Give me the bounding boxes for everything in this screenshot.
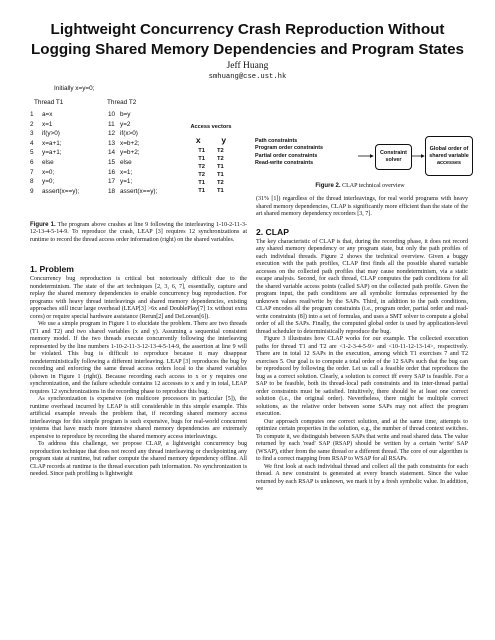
figure-2-diagram bbox=[255, 132, 469, 182]
code-statement: y=2 bbox=[120, 120, 131, 128]
section-1-heading: 1. Problem bbox=[30, 264, 74, 274]
access-y-thread: T2 bbox=[217, 180, 224, 187]
line-number: 3 bbox=[30, 130, 34, 138]
access-y-thread: T2 bbox=[217, 148, 224, 154]
code-statement: assert(x==y); bbox=[120, 187, 158, 195]
right-intro-paragraph: (31% [1]) regardless of the thread interleavings, for real world programs with heavy shared memory dependencies, CLAP is significantly more efficient than the state of the art shared memory dependency recorders [3, 7]. bbox=[256, 196, 468, 217]
code-statement: y=b+2; bbox=[120, 149, 140, 157]
section-2-paragraph: We first look at each individual thread and collect all the path constraints for each thread. A new constraint is generated at every branch statement. Since the value returned by each RSAP is unknown, we mark it by a fresh symbolic value. In addition, we bbox=[256, 463, 468, 492]
access-y-thread: T1 bbox=[217, 172, 224, 179]
code-statement: x=1; bbox=[120, 168, 133, 176]
code-line bbox=[108, 111, 130, 118]
code-line bbox=[30, 169, 54, 176]
read-write-constraints-label: Read-write constraints bbox=[255, 159, 314, 166]
figure-1-caption-text: The program above crashes at line 9 following the interleaving 1-10-2-11-3-12-13-4-5-14-9. To reproduce the crash, LEAP [3] requires 12 synchronizations at runtime to record the thread access order information (right) on the shared variables. bbox=[30, 222, 248, 243]
line-number: 10 bbox=[108, 111, 116, 118]
code-line bbox=[30, 121, 52, 128]
access-row bbox=[185, 155, 237, 163]
title-line-2: Logging Shared Memory Dependencies and Program States bbox=[31, 41, 464, 58]
code-statement: if(y>0) bbox=[42, 130, 60, 138]
access-y-header: y bbox=[221, 135, 227, 145]
code-line bbox=[30, 159, 54, 166]
global-order-box: Global order of shared variable accesses bbox=[425, 136, 473, 176]
code-statement: x=b+2; bbox=[120, 139, 140, 147]
access-x-thread: T2 bbox=[198, 164, 205, 171]
line-number: 16 bbox=[108, 168, 116, 176]
line-number: 7 bbox=[30, 168, 34, 176]
code-line bbox=[108, 149, 140, 156]
code-statement: y=0; bbox=[42, 178, 55, 186]
constraint-solver-box: Constraint solver bbox=[375, 144, 412, 170]
line-number: 14 bbox=[108, 149, 116, 157]
partial-order-constraints-label: Partial order constraints bbox=[255, 152, 318, 159]
access-row bbox=[185, 163, 237, 171]
section-1-paragraph: As synchronization is expensive (on multicore processors in particular [5]), the runtime overhead incurred by LEAP is still considerable in this simple example. This artificial example reveals the problem that, if recording shared memory access interleavings for this simple program is such expensive, bugs for real-world concurrent systems that have much more intensive shared memory dependencies are extremely expensive to reproduce by recording the shared memory access interleavings. bbox=[30, 396, 247, 440]
access-y-thread: T2 bbox=[217, 156, 224, 163]
code-statement: y=1; bbox=[120, 178, 133, 186]
title-line-1: Lightweight Concurrency Crash Reproduction Without bbox=[50, 21, 445, 38]
code-statement: x=0; bbox=[42, 168, 55, 176]
line-number: 12 bbox=[108, 130, 116, 138]
code-statement: if(x>0) bbox=[120, 130, 138, 138]
line-number: 1 bbox=[30, 111, 34, 118]
paper-title bbox=[30, 20, 465, 60]
line-number: 13 bbox=[108, 139, 116, 147]
access-row bbox=[185, 171, 237, 179]
access-vectors-label: Access vectors bbox=[190, 124, 232, 130]
path-constraints-label: Path constraints bbox=[255, 138, 298, 144]
line-number: 4 bbox=[30, 139, 34, 147]
program-order-constraints-label: Program order constraints bbox=[255, 145, 323, 152]
code-line bbox=[30, 130, 60, 137]
author-name: Jeff Huang bbox=[226, 61, 269, 71]
right-column bbox=[256, 196, 468, 494]
code-line bbox=[30, 111, 52, 118]
section-2-paragraph: Figure 3 illustrates how CLAP works for our example. The collected execution paths for thread T1 and T2 are <1-2-3-4-5-9> and <10-11-12-13-14>, respectively. There are in total 12 SAPs in the execution, among which T1 exercises 7 and T2 exercises 5. Our goal is to compute a total order of the 12 SAPs such that the bug can be reproduced by following the order. Let us call a feasible order that reproduces the bug as a correct solution. Clearly, a solution is correct iff every SAP is feasible. For a SAP to be feasible, both its thread-local path constraints and its inter-thread partial order constraints must be satisfied. Intuitively, there should be at least one correct solution (i.e., the original order). Nevertheless, there might be multiple correct solutions, as the relative order between some SAPs may not affect the program execution. bbox=[256, 336, 468, 417]
code-line bbox=[108, 159, 132, 166]
code-statement: x=1 bbox=[42, 120, 53, 128]
line-number: 17 bbox=[108, 178, 116, 186]
access-x-header: x bbox=[195, 135, 201, 145]
line-number: 8 bbox=[30, 178, 34, 186]
line-number: 15 bbox=[108, 159, 116, 166]
code-statement: x=a+1; bbox=[42, 139, 62, 147]
left-column bbox=[30, 260, 247, 479]
section-2-paragraph: The key characteristic of CLAP is that, during the recording phase, it does not record any shared memory dependency or any program state, but only the path profiles of each individual threads. Figure 2 shows the technical overview. Given a buggy execution with the path profiles, CLAP first finds all the possible shared variable accesses on the collected path profiles that may cause nondeterminism, via a static escape analysis. Second, for each thread, CLAP computes the path conditions for all the shared variable access points (called SAP) on the collected path profile. Given the program input, the path conditions are all symbolic formulas represented by the unknown values read/write by the SAPs. Third, in addition to the path conditions, CLAP encodes all the program constraints (i.e., program order, partial order and read-write constraints (8]) into a set of formulas, and uses a SMT solver to compute a global order of all the SAPs. Finally, the computed global order is used by application-level thread scheduler to deterministically reproduce the bug. bbox=[256, 238, 468, 335]
access-x-thread: T1 bbox=[198, 180, 205, 187]
thread1-header: Thread T1 bbox=[34, 99, 64, 106]
section-1-paragraph: To address this challenge, we propose CLAP, a lightweight concurrency bug reproduction technique that does not record any thread interleaving or checkpointing any program state at runtime, but rather compute the shared memory dependency offline. All CLAP records at runtime is the thread execution path information. No synchronization is needed. Since path profiling is lightweight bbox=[30, 441, 247, 477]
figure-2-caption-text: CLAP technical overview bbox=[342, 183, 405, 189]
code-line bbox=[108, 121, 130, 128]
access-x-thread: T1 bbox=[198, 148, 205, 154]
code-statement: b=y bbox=[120, 111, 131, 118]
code-statement: y=a+1; bbox=[42, 149, 62, 157]
code-line bbox=[108, 169, 132, 176]
access-y-thread: T1 bbox=[217, 164, 224, 171]
access-x-thread: T2 bbox=[198, 172, 205, 179]
section-1-paragraph: Concurrency bug reproduction is critical but notoriously difficult due to the nondeterminism. The state of the art techniques [2, 3, 6, 7], essentially, capture and replay the shared memory dependencies to enable concurrency bug reproduction. For programs with heavy thread interleavings and shared memory dependencies, existing approaches still incur large overhead (LEAP[3] >6x and DoublePlay[7] 1x without extra cores) or require special hardware assistance (Rerun[2] and DeLorean[6]). bbox=[30, 276, 247, 320]
access-x-thread: T1 bbox=[198, 188, 205, 195]
thread2-header: Thread T2 bbox=[107, 99, 137, 106]
line-number: 18 bbox=[108, 187, 116, 195]
code-statement: else bbox=[120, 159, 132, 166]
section-1-paragraph: We use a simple program in Figure 1 to elucidate the problem. There are two threads (T1 and T2) and two shared variables (x and y). Assuming a sequential consistent memory model. If the two threads execute concurrently following the interleaving represented by the line numbers 1-10-2-11-3-12-13-4-5-14-9, the assertion at line 9 will be violated. This bug is difficult to reproduce because it may disappear nondeterministically following a different interleaving. LEAP [3] reproduces the bug by recording and enforcing the same thread access orders local to the shared variables (shown in Figure 1 (right)). Because recording each access to x or y requires one synchronization, and the failure schedule contains 12 accesses to x and y in total, LEAP requires 12 synchronizations in the recording phase to reproduce this bug. bbox=[30, 321, 247, 395]
line-number: 6 bbox=[30, 159, 34, 166]
access-x-thread: T1 bbox=[198, 156, 205, 163]
code-statement: else bbox=[42, 159, 54, 166]
code-statement: a=x bbox=[42, 111, 53, 118]
line-number: 2 bbox=[30, 120, 34, 128]
line-number: 9 bbox=[30, 187, 34, 195]
line-number: 11 bbox=[108, 120, 115, 128]
figure-2-caption bbox=[0, 183, 495, 190]
code-line bbox=[30, 149, 62, 156]
access-row bbox=[185, 147, 237, 155]
code-line bbox=[108, 130, 138, 137]
figure-1-caption bbox=[30, 222, 247, 244]
initially-label: Initially x=y=0; bbox=[54, 85, 95, 92]
author-email: smhuang@cse.ust.hk bbox=[208, 73, 287, 81]
section-2-paragraph: Our approach computes one correct solution, and at the same time, attempts to optimize certain properties in the solution, e.g., the number of thread context switches. To compute it, we distinguish between SAPs that write and read shared data. The value returned by each 'read' SAP (RSAP) should be written by a certain 'write' SAP (WSAP), either from the same thread or a different thread. The core of our algorithm is to find a correct mapping from RSAP to WSAP for all RSAPs. bbox=[256, 418, 468, 462]
figure-1-caption-label: Figure 1. bbox=[30, 222, 56, 228]
section-2-heading: 2. CLAP bbox=[256, 226, 289, 237]
code-statement: assert(x==y); bbox=[42, 187, 80, 195]
access-y-thread: T1 bbox=[217, 188, 224, 195]
code-line bbox=[108, 140, 140, 147]
line-number: 5 bbox=[30, 149, 34, 157]
figure-2-caption-label: Figure 2. bbox=[315, 183, 341, 189]
code-line bbox=[30, 140, 62, 147]
